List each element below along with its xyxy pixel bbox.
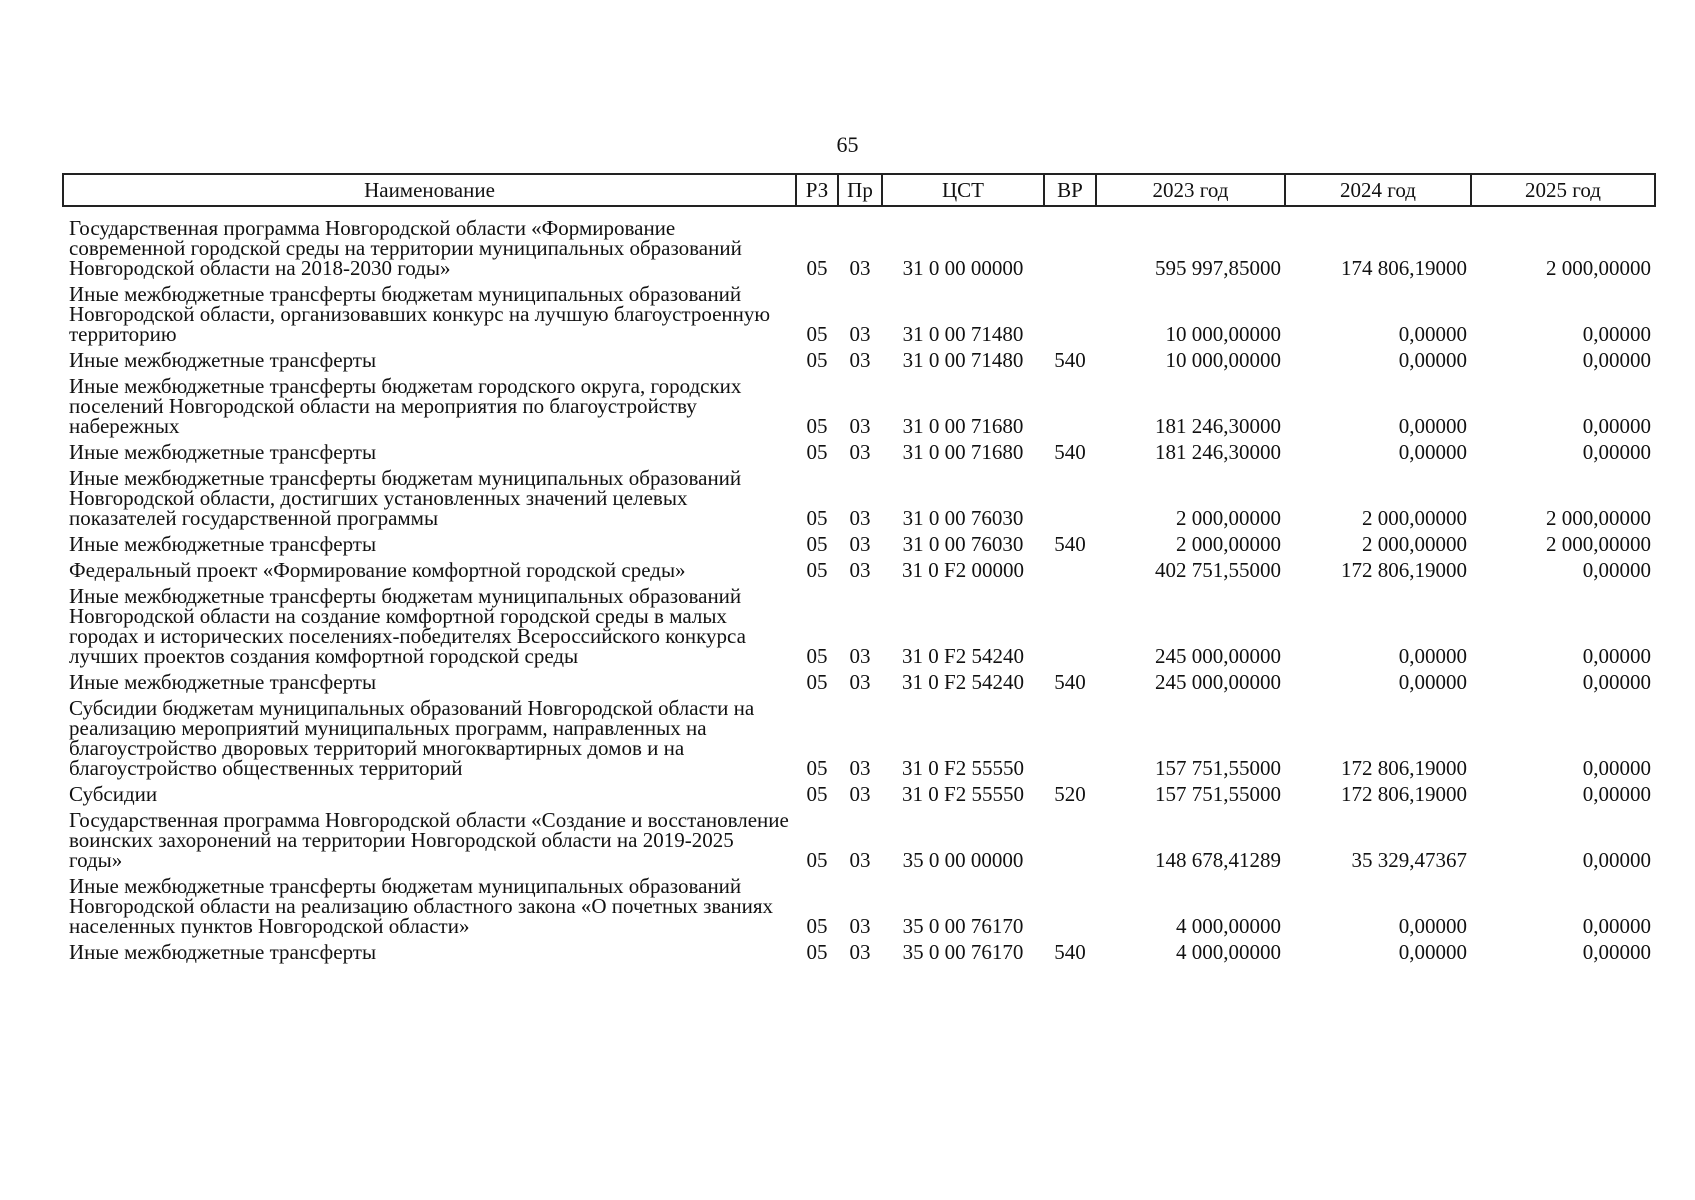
row-vr: 540 (1054, 348, 1086, 372)
budget-table (62, 173, 1656, 965)
row-cst: 31 0 F2 54240 (902, 670, 1024, 694)
header-vr: ВР (1044, 174, 1096, 206)
table-spacer (63, 206, 1655, 215)
row-vr (1044, 807, 1096, 873)
row-2024: 35 329,47367 (1351, 848, 1467, 872)
row-2025: 2 000,00000 (1546, 506, 1651, 530)
table-body (63, 206, 1655, 965)
row-2023: 157 751,55000 (1155, 782, 1281, 806)
row-name: Иные межбюджетные трансферты бюджетам муниципальных образований Новгородской области на создание комфортной городской среды в малых городах и исторических поселениях-победителях Всероссийского конкурса лучших проектов создания комфортной городской среды (69, 584, 746, 668)
table-row (63, 669, 1655, 695)
row-2024: 0,00000 (1398, 914, 1467, 938)
row-2023: 181 246,30000 (1155, 440, 1281, 464)
row-pr: 03 (849, 848, 871, 872)
header-2025: 2025 год (1471, 174, 1655, 206)
row-pr: 03 (849, 440, 871, 464)
row-vr (1044, 583, 1096, 669)
row-2025: 0,00000 (1582, 914, 1651, 938)
row-name: Субсидии (69, 782, 158, 806)
row-pr: 03 (849, 914, 871, 938)
row-cst: 31 0 00 71680 (902, 414, 1024, 438)
row-2025: 0,00000 (1582, 414, 1651, 438)
row-vr: 520 (1054, 782, 1086, 806)
row-2025: 0,00000 (1582, 644, 1651, 668)
row-pr: 03 (849, 532, 871, 556)
row-rz: 05 (806, 848, 828, 872)
row-2025: 2 000,00000 (1546, 256, 1651, 280)
row-vr: 540 (1054, 532, 1086, 556)
row-2024: 0,00000 (1398, 670, 1467, 694)
row-cst: 31 0 00 76030 (902, 506, 1024, 530)
row-cst: 35 0 00 00000 (902, 848, 1024, 872)
row-rz: 05 (806, 348, 828, 372)
row-pr: 03 (849, 756, 871, 780)
header-row (63, 174, 1655, 206)
header-2024: 2024 год (1285, 174, 1471, 206)
row-vr: 540 (1054, 670, 1086, 694)
table-row (63, 939, 1655, 965)
row-rz: 05 (806, 532, 828, 556)
row-2025: 0,00000 (1582, 940, 1651, 964)
row-vr (1044, 557, 1096, 583)
row-2024: 0,00000 (1398, 644, 1467, 668)
row-cst: 31 0 00 71680 (902, 440, 1024, 464)
row-cst: 35 0 00 76170 (902, 914, 1024, 938)
row-cst: 31 0 00 71480 (902, 322, 1024, 346)
row-2023: 595 997,85000 (1155, 256, 1281, 280)
row-2025: 2 000,00000 (1546, 532, 1651, 556)
row-2024: 172 806,19000 (1341, 756, 1467, 780)
row-2025: 0,00000 (1582, 322, 1651, 346)
header-rz: РЗ (796, 174, 838, 206)
table-row (63, 807, 1655, 873)
row-rz: 05 (806, 914, 828, 938)
row-name: Иные межбюджетные трансферты (69, 348, 377, 372)
row-cst: 31 0 F2 00000 (902, 558, 1024, 582)
row-name: Государственная программа Новгородской области «Создание и восстановление воинских захоронений на территории Новгородской области на 2019-2025 годы» (69, 808, 789, 872)
row-2024: 2 000,00000 (1362, 532, 1467, 556)
row-2024: 172 806,19000 (1341, 558, 1467, 582)
row-vr (1044, 695, 1096, 781)
row-rz: 05 (806, 940, 828, 964)
row-name: Иные межбюджетные трансферты (69, 440, 377, 464)
row-pr: 03 (849, 348, 871, 372)
row-rz: 05 (806, 670, 828, 694)
row-name: Иные межбюджетные трансферты (69, 670, 377, 694)
row-rz: 05 (806, 756, 828, 780)
row-cst: 31 0 F2 54240 (902, 644, 1024, 668)
row-2024: 0,00000 (1398, 440, 1467, 464)
header-name: Наименование (63, 174, 796, 206)
row-pr: 03 (849, 670, 871, 694)
row-vr (1044, 465, 1096, 531)
table-row (63, 695, 1655, 781)
row-2023: 10 000,00000 (1165, 322, 1281, 346)
row-2025: 0,00000 (1582, 348, 1651, 372)
row-2025: 0,00000 (1582, 440, 1651, 464)
row-name: Иные межбюджетные трансферты (69, 940, 377, 964)
row-pr: 03 (849, 322, 871, 346)
row-rz: 05 (806, 558, 828, 582)
row-2024: 174 806,19000 (1341, 256, 1467, 280)
row-rz: 05 (806, 414, 828, 438)
table-row (63, 347, 1655, 373)
row-vr (1044, 873, 1096, 939)
row-2025: 0,00000 (1582, 756, 1651, 780)
row-2024: 2 000,00000 (1362, 506, 1467, 530)
row-2023: 181 246,30000 (1155, 414, 1281, 438)
row-vr: 540 (1054, 440, 1086, 464)
row-pr: 03 (849, 506, 871, 530)
row-2023: 245 000,00000 (1155, 670, 1281, 694)
row-name: Государственная программа Новгородской области «Формирование современной городской среды на территории муниципальных образований Новгородской области на 2018-2030 годы» (69, 216, 742, 280)
row-vr (1044, 215, 1096, 281)
row-2023: 2 000,00000 (1176, 506, 1281, 530)
row-pr: 03 (849, 782, 871, 806)
row-pr: 03 (849, 256, 871, 280)
row-2025: 0,00000 (1582, 558, 1651, 582)
table-row (63, 583, 1655, 669)
row-cst: 31 0 F2 55550 (902, 782, 1024, 806)
header-2023: 2023 год (1096, 174, 1285, 206)
row-vr (1044, 373, 1096, 439)
table-row (63, 873, 1655, 939)
row-2023: 402 751,55000 (1155, 558, 1281, 582)
row-2023: 148 678,41289 (1155, 848, 1281, 872)
row-2025: 0,00000 (1582, 782, 1651, 806)
header-pr: Пр (838, 174, 882, 206)
row-2023: 157 751,55000 (1155, 756, 1281, 780)
table-row (63, 781, 1655, 807)
row-vr: 540 (1054, 940, 1086, 964)
row-rz: 05 (806, 440, 828, 464)
row-2024: 0,00000 (1398, 348, 1467, 372)
row-cst: 31 0 00 76030 (902, 532, 1024, 556)
row-2023: 4 000,00000 (1176, 940, 1281, 964)
row-name: Иные межбюджетные трансферты бюджетам муниципальных образований Новгородской области на реализацию областного закона «О почетных званиях населенных пунктов Новгородской области» (69, 874, 774, 938)
row-2024: 0,00000 (1398, 940, 1467, 964)
row-2023: 10 000,00000 (1165, 348, 1281, 372)
row-2023: 245 000,00000 (1155, 644, 1281, 668)
row-cst: 31 0 F2 55550 (902, 756, 1024, 780)
row-cst: 35 0 00 76170 (902, 940, 1024, 964)
row-pr: 03 (849, 558, 871, 582)
row-rz: 05 (806, 256, 828, 280)
table-row (63, 439, 1655, 465)
row-name: Иные межбюджетные трансферты (69, 532, 377, 556)
row-2023: 2 000,00000 (1176, 532, 1281, 556)
row-2024: 0,00000 (1398, 414, 1467, 438)
row-name: Иные межбюджетные трансферты бюджетам муниципальных образований Новгородской области, организовавших конкурс на лучшую благоустроенную территорию (69, 282, 771, 346)
table-row (63, 531, 1655, 557)
row-rz: 05 (806, 506, 828, 530)
row-2024: 0,00000 (1398, 322, 1467, 346)
row-pr: 03 (849, 940, 871, 964)
row-2024: 172 806,19000 (1341, 782, 1467, 806)
header-cst: ЦСТ (882, 174, 1044, 206)
page-number: 65 (836, 132, 859, 157)
table-header (63, 174, 1655, 206)
row-2025: 0,00000 (1582, 848, 1651, 872)
row-vr (1044, 281, 1096, 347)
row-pr: 03 (849, 644, 871, 668)
row-name: Иные межбюджетные трансферты бюджетам муниципальных образований Новгородской области, достигших установленных значений целевых показателей государственной программы (69, 466, 742, 530)
row-pr: 03 (849, 414, 871, 438)
table-row (63, 557, 1655, 583)
row-2023: 4 000,00000 (1176, 914, 1281, 938)
row-rz: 05 (806, 644, 828, 668)
row-name: Субсидии бюджетам муниципальных образований Новгородской области на реализацию мероприятий муниципальных программ, направленных на благоустройство дворовых территорий многоквартирных домов и на благоустройство общественных территорий (69, 696, 755, 780)
row-cst: 31 0 00 71480 (902, 348, 1024, 372)
row-name: Иные межбюджетные трансферты бюджетам городского округа, городских поселений Новгородской области на мероприятия по благоустройству набережных (69, 374, 742, 438)
table-row (63, 281, 1655, 347)
table-row (63, 215, 1655, 281)
row-cst: 31 0 00 00000 (902, 256, 1024, 280)
row-rz: 05 (806, 322, 828, 346)
table-row (63, 373, 1655, 439)
row-name: Федеральный проект «Формирование комфортной городской среды» (69, 558, 686, 582)
row-rz: 05 (806, 782, 828, 806)
table-row (63, 465, 1655, 531)
row-2025: 0,00000 (1582, 670, 1651, 694)
